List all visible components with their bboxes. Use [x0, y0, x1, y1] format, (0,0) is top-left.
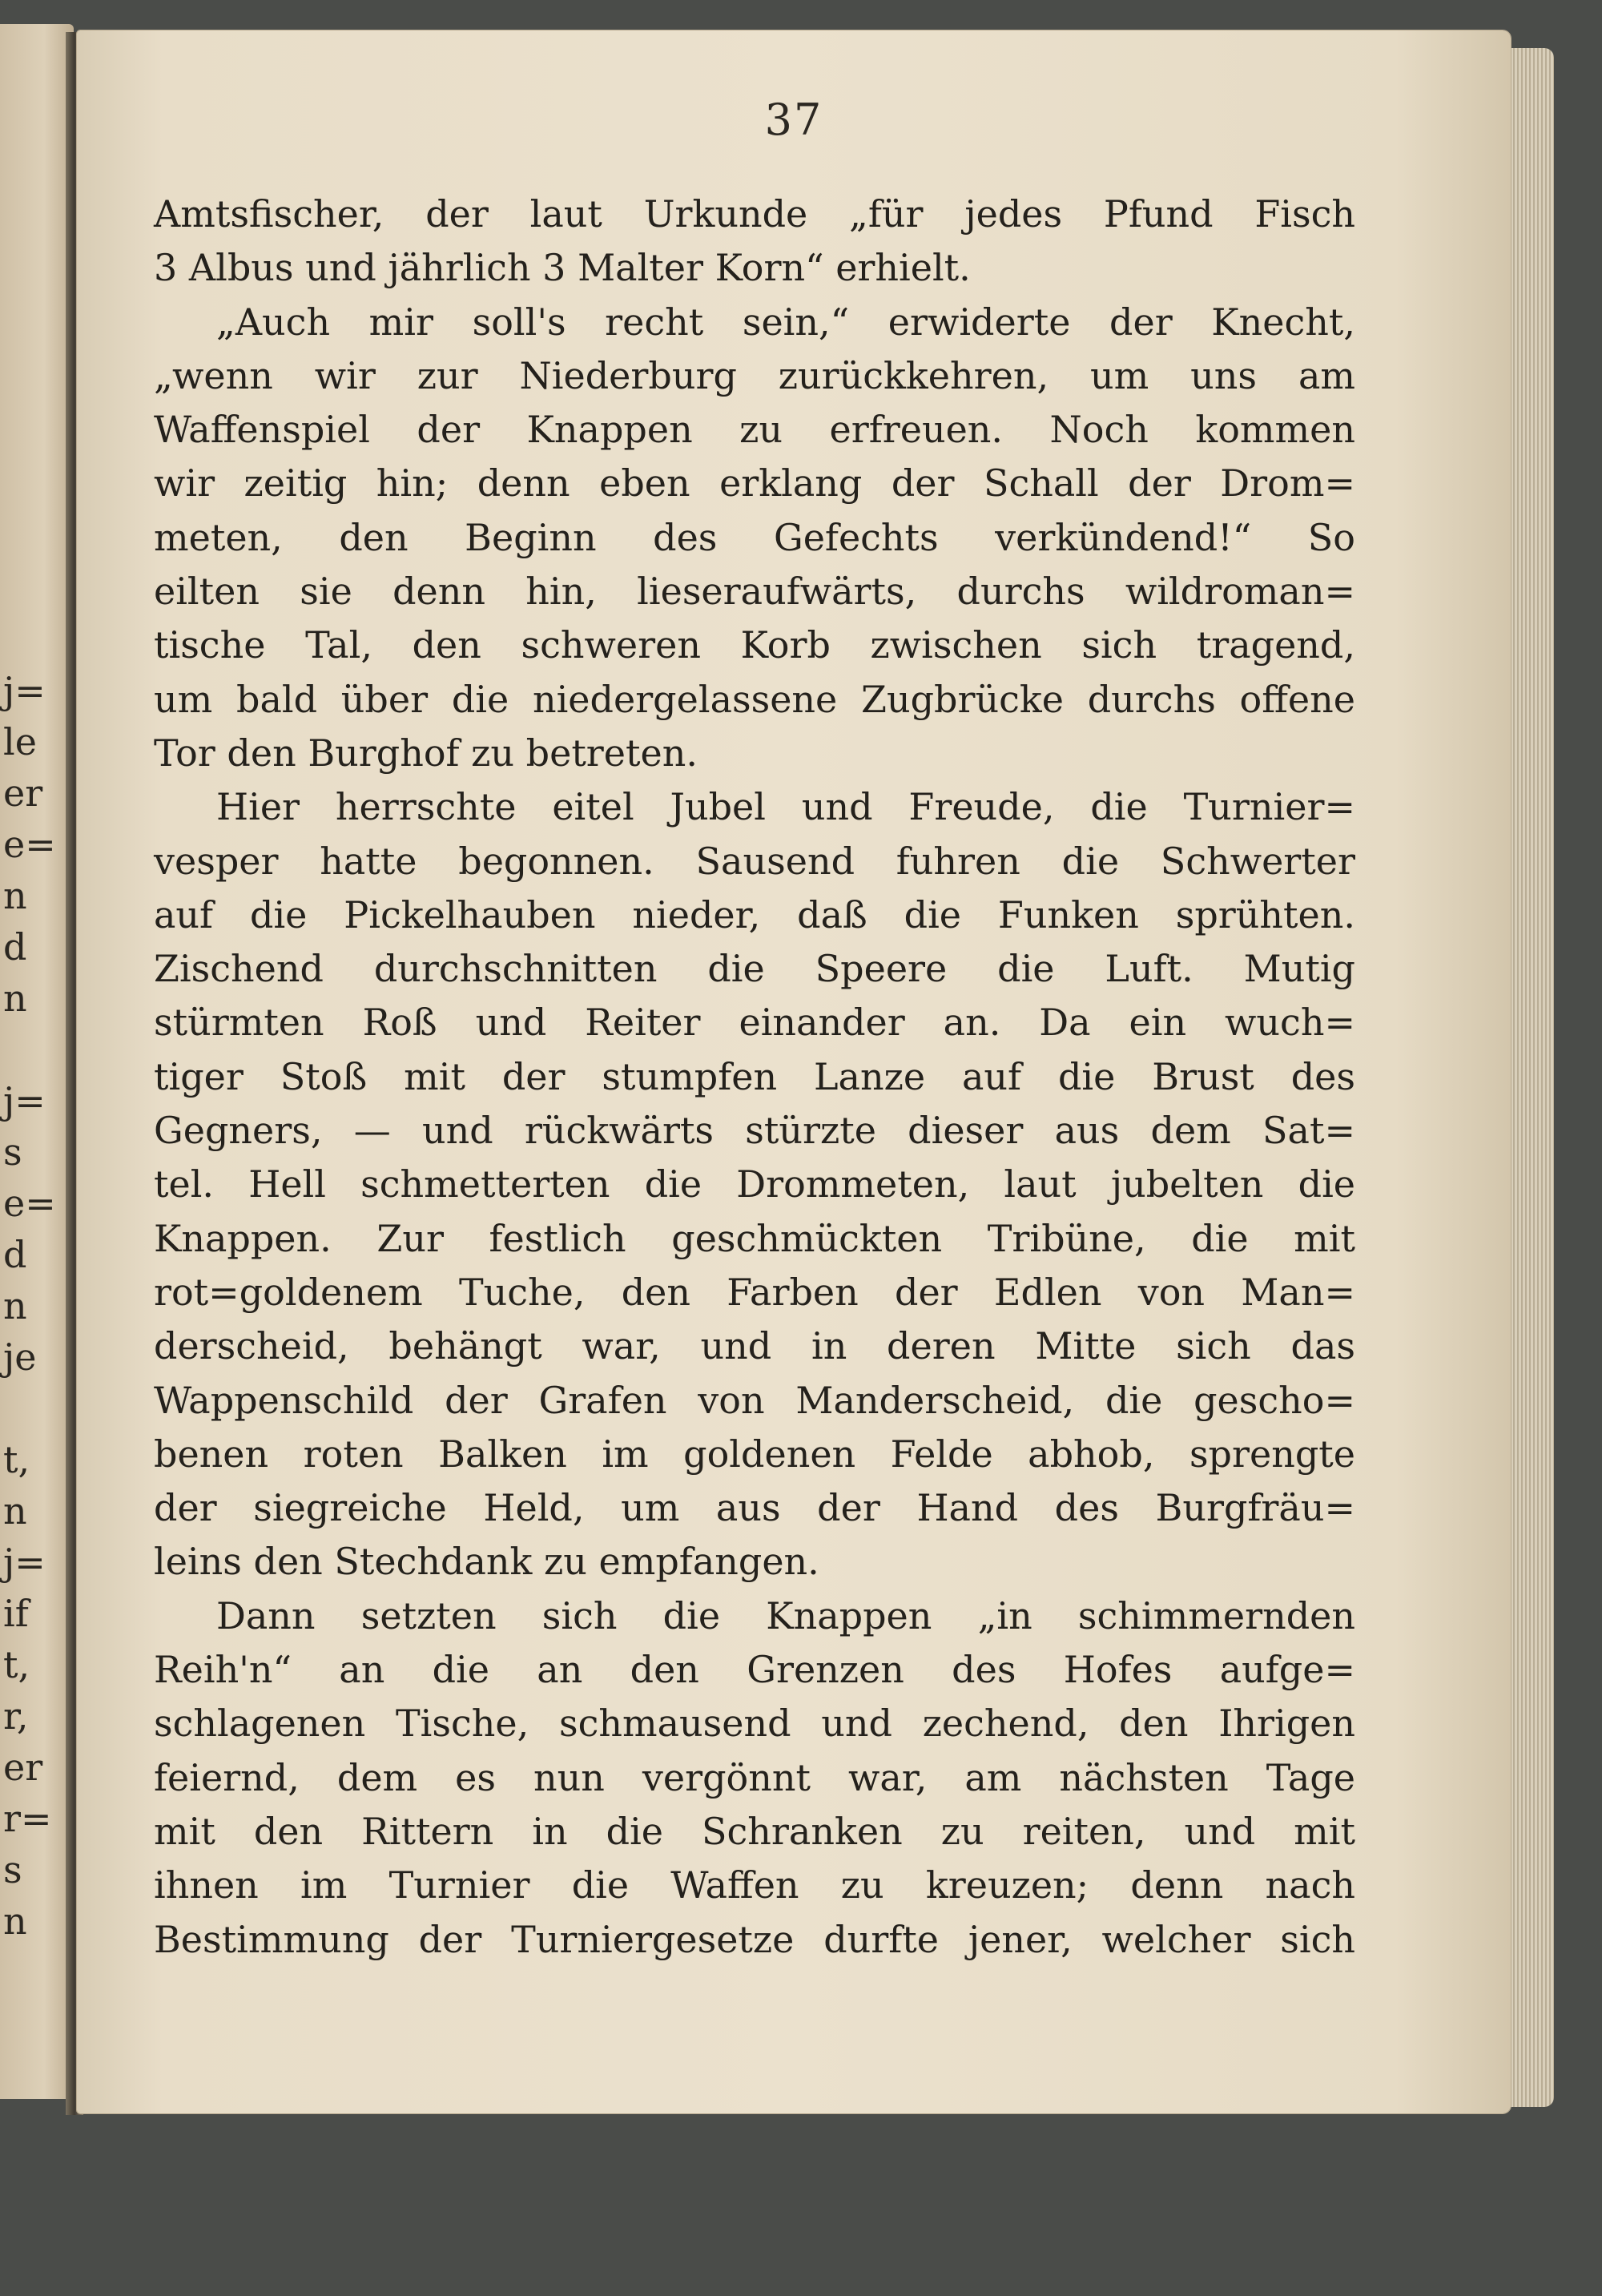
- fragment: [3, 1024, 59, 1075]
- fragment: je: [3, 1335, 37, 1379]
- fragment: s: [3, 1130, 22, 1174]
- text-line: Zischend durchschnitten die Speere die Luft. Mutig: [154, 947, 1355, 991]
- text-line: „wenn wir zur Niederburg zurückkehren, um uns am: [154, 353, 1355, 397]
- text-line: auf die Pickelhauben nieder, daß die Funken sprühten.: [154, 892, 1355, 937]
- text-line: benen roten Balken im goldenen Felde abhob, sprengte: [154, 1432, 1355, 1476]
- text-line: tiger Stoß mit der stumpfen Lanze auf die Brust des: [154, 1054, 1355, 1098]
- text-line: wir zeitig hin; denn eben erklang der Schall der Drom=: [154, 461, 1355, 506]
- fragment: d: [3, 1233, 27, 1276]
- fragment: t,: [3, 1438, 30, 1481]
- fragment: n: [3, 1284, 27, 1327]
- text-line: Hier herrschte eitel Jubel und Freude, die Turnier=: [216, 785, 1355, 829]
- fragment: n: [3, 1899, 27, 1943]
- left-page-text-fragments: [3, 665, 59, 1947]
- text-line: 3 Albus und jährlich 3 Malter Korn“ erhielt.: [154, 246, 971, 290]
- text-line: eilten sie denn hin, lieseraufwärts, durchs wildroman=: [154, 570, 1355, 614]
- body-text: [154, 187, 1355, 1967]
- fragment: d: [3, 925, 27, 969]
- text-line: vesper hatte begonnen. Sausend fuhren die Schwerter: [154, 839, 1355, 883]
- fragment: e=: [3, 823, 56, 866]
- text-line: tische Tal, den schweren Korb zwischen sich tragend,: [154, 623, 1355, 667]
- fragment: er: [3, 771, 43, 815]
- page-number: 37: [764, 95, 823, 145]
- text-line: tel. Hell schmetterten die Drommeten, laut jubelten die: [154, 1162, 1355, 1206]
- fragment: j=: [3, 669, 46, 712]
- fragment: n: [3, 874, 27, 917]
- fragment: e=: [3, 1182, 56, 1225]
- text-line: Knappen. Zur festlich geschmückten Tribüne, die mit: [154, 1216, 1355, 1260]
- text-line: Amtsfischer, der laut Urkunde „für jedes Pfund Fisch: [154, 192, 1355, 236]
- text-line: Wappenschild der Grafen von Manderscheid, die gescho=: [154, 1378, 1355, 1422]
- fragment: r=: [3, 1797, 52, 1840]
- text-line: schlagenen Tische, schmausend und zechend, den Ihrigen: [154, 1702, 1355, 1746]
- fragment: er: [3, 1746, 43, 1789]
- fragment: if: [3, 1592, 29, 1635]
- text-line: Dann setzten sich die Knappen „in schimmernden: [216, 1593, 1355, 1637]
- text-line: um bald über die niedergelassene Zugbrücke durchs offene: [154, 677, 1355, 721]
- text-line: leins den Stechdank zu empfangen.: [154, 1540, 819, 1584]
- fragment: j=: [3, 1079, 46, 1122]
- left-page-edge: [0, 24, 74, 2099]
- text-line: ihnen im Turnier die Waffen zu kreuzen; denn nach: [154, 1863, 1355, 1907]
- fragment: j=: [3, 1541, 46, 1584]
- fragment: le: [3, 720, 37, 763]
- text-line: Gegners, — und rückwärts stürzte dieser aus dem Sat=: [154, 1109, 1355, 1153]
- fragment: [3, 1383, 59, 1434]
- text-line: rot=goldenem Tuche, den Farben der Edlen von Man=: [154, 1270, 1355, 1314]
- text-line: stürmten Roß und Reiter einander an. Da ein wuch=: [154, 1001, 1355, 1045]
- text-line: derscheid, behängt war, und in deren Mitte sich das: [154, 1324, 1355, 1368]
- fragment: n: [3, 977, 27, 1020]
- text-line: mit den Rittern in die Schranken zu reiten, und mit: [154, 1809, 1355, 1853]
- fragment: n: [3, 1489, 27, 1533]
- fragment: t,: [3, 1643, 30, 1686]
- text-line: Waffenspiel der Knappen zu erfreuen. Noch kommen: [154, 408, 1355, 452]
- fragment: r,: [3, 1694, 29, 1738]
- fragment: s: [3, 1848, 22, 1891]
- text-line: meten, den Beginn des Gefechts verkündend!“ So: [154, 515, 1355, 559]
- book-page: [77, 30, 1511, 2113]
- text-line: feiernd, dem es nun vergönnt war, am nächsten Tage: [154, 1755, 1355, 1799]
- text-line: „Auch mir soll's recht sein,“ erwiderte der Knecht,: [216, 300, 1355, 344]
- text-line: der siegreiche Held, um aus der Hand des Burgfräu=: [154, 1486, 1355, 1530]
- text-line: Bestimmung der Turniergesetze durfte jener, welcher sich: [154, 1917, 1355, 1961]
- text-line: Reih'n“ an die an den Grenzen des Hofes aufge=: [154, 1648, 1355, 1692]
- text-line: Tor den Burghof zu betreten.: [154, 731, 698, 775]
